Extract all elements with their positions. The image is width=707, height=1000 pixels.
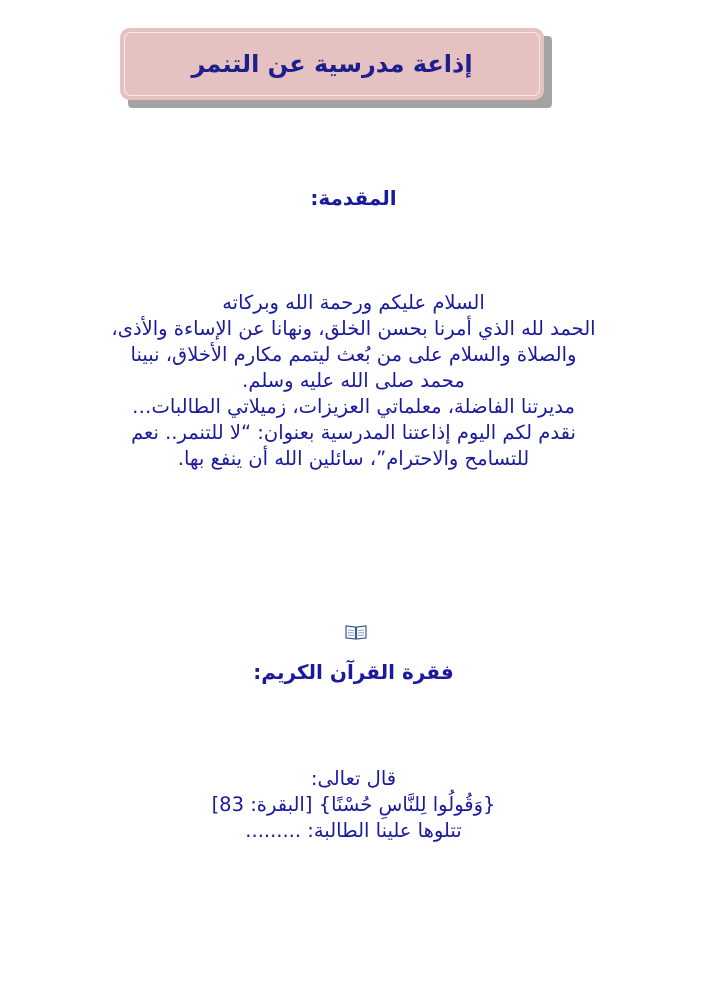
intro-line: مديرتنا الفاضلة، معلماتي العزيزات، زميلاتي الطالبات… (131, 395, 575, 418)
quran-paragraph (0, 766, 707, 844)
quran-verse: {وَقُولُوا لِلنَّاسِ حُسْنًا} [البقرة: 83] (211, 793, 496, 816)
page-title: إذاعة مدرسية عن التنمر (191, 50, 473, 78)
open-book-icon (345, 624, 367, 640)
quran-line: تتلوها علينا الطالبة: ......... (245, 819, 462, 842)
intro-heading: المقدمة: (310, 186, 397, 210)
intro-line: الحمد لله الذي أمرنا بحسن الخلق، ونهانا عن الإساءة والأذى، (111, 317, 596, 340)
quran-line: قال تعالى: (310, 767, 397, 790)
intro-line: للتسامح والاحترام”، سائلين الله أن ينفع بها. (177, 447, 530, 470)
title-banner (120, 28, 552, 108)
intro-line: السلام عليكم ورحمة الله وبركاته (222, 291, 485, 314)
quran-heading: فقرة القرآن الكريم: (253, 660, 454, 684)
title-banner-inner (124, 32, 540, 96)
intro-line: محمد صلى الله عليه وسلم. (242, 369, 465, 392)
title-banner-box (120, 28, 544, 100)
intro-line: والصلاة والسلام على من بُعث ليتمم مكارم الأخلاق، نبينا (130, 343, 577, 366)
intro-line: نقدم لكم اليوم إذاعتنا المدرسية بعنوان: “لا للتنمر.. نعم (131, 421, 576, 444)
intro-paragraph (0, 290, 707, 472)
